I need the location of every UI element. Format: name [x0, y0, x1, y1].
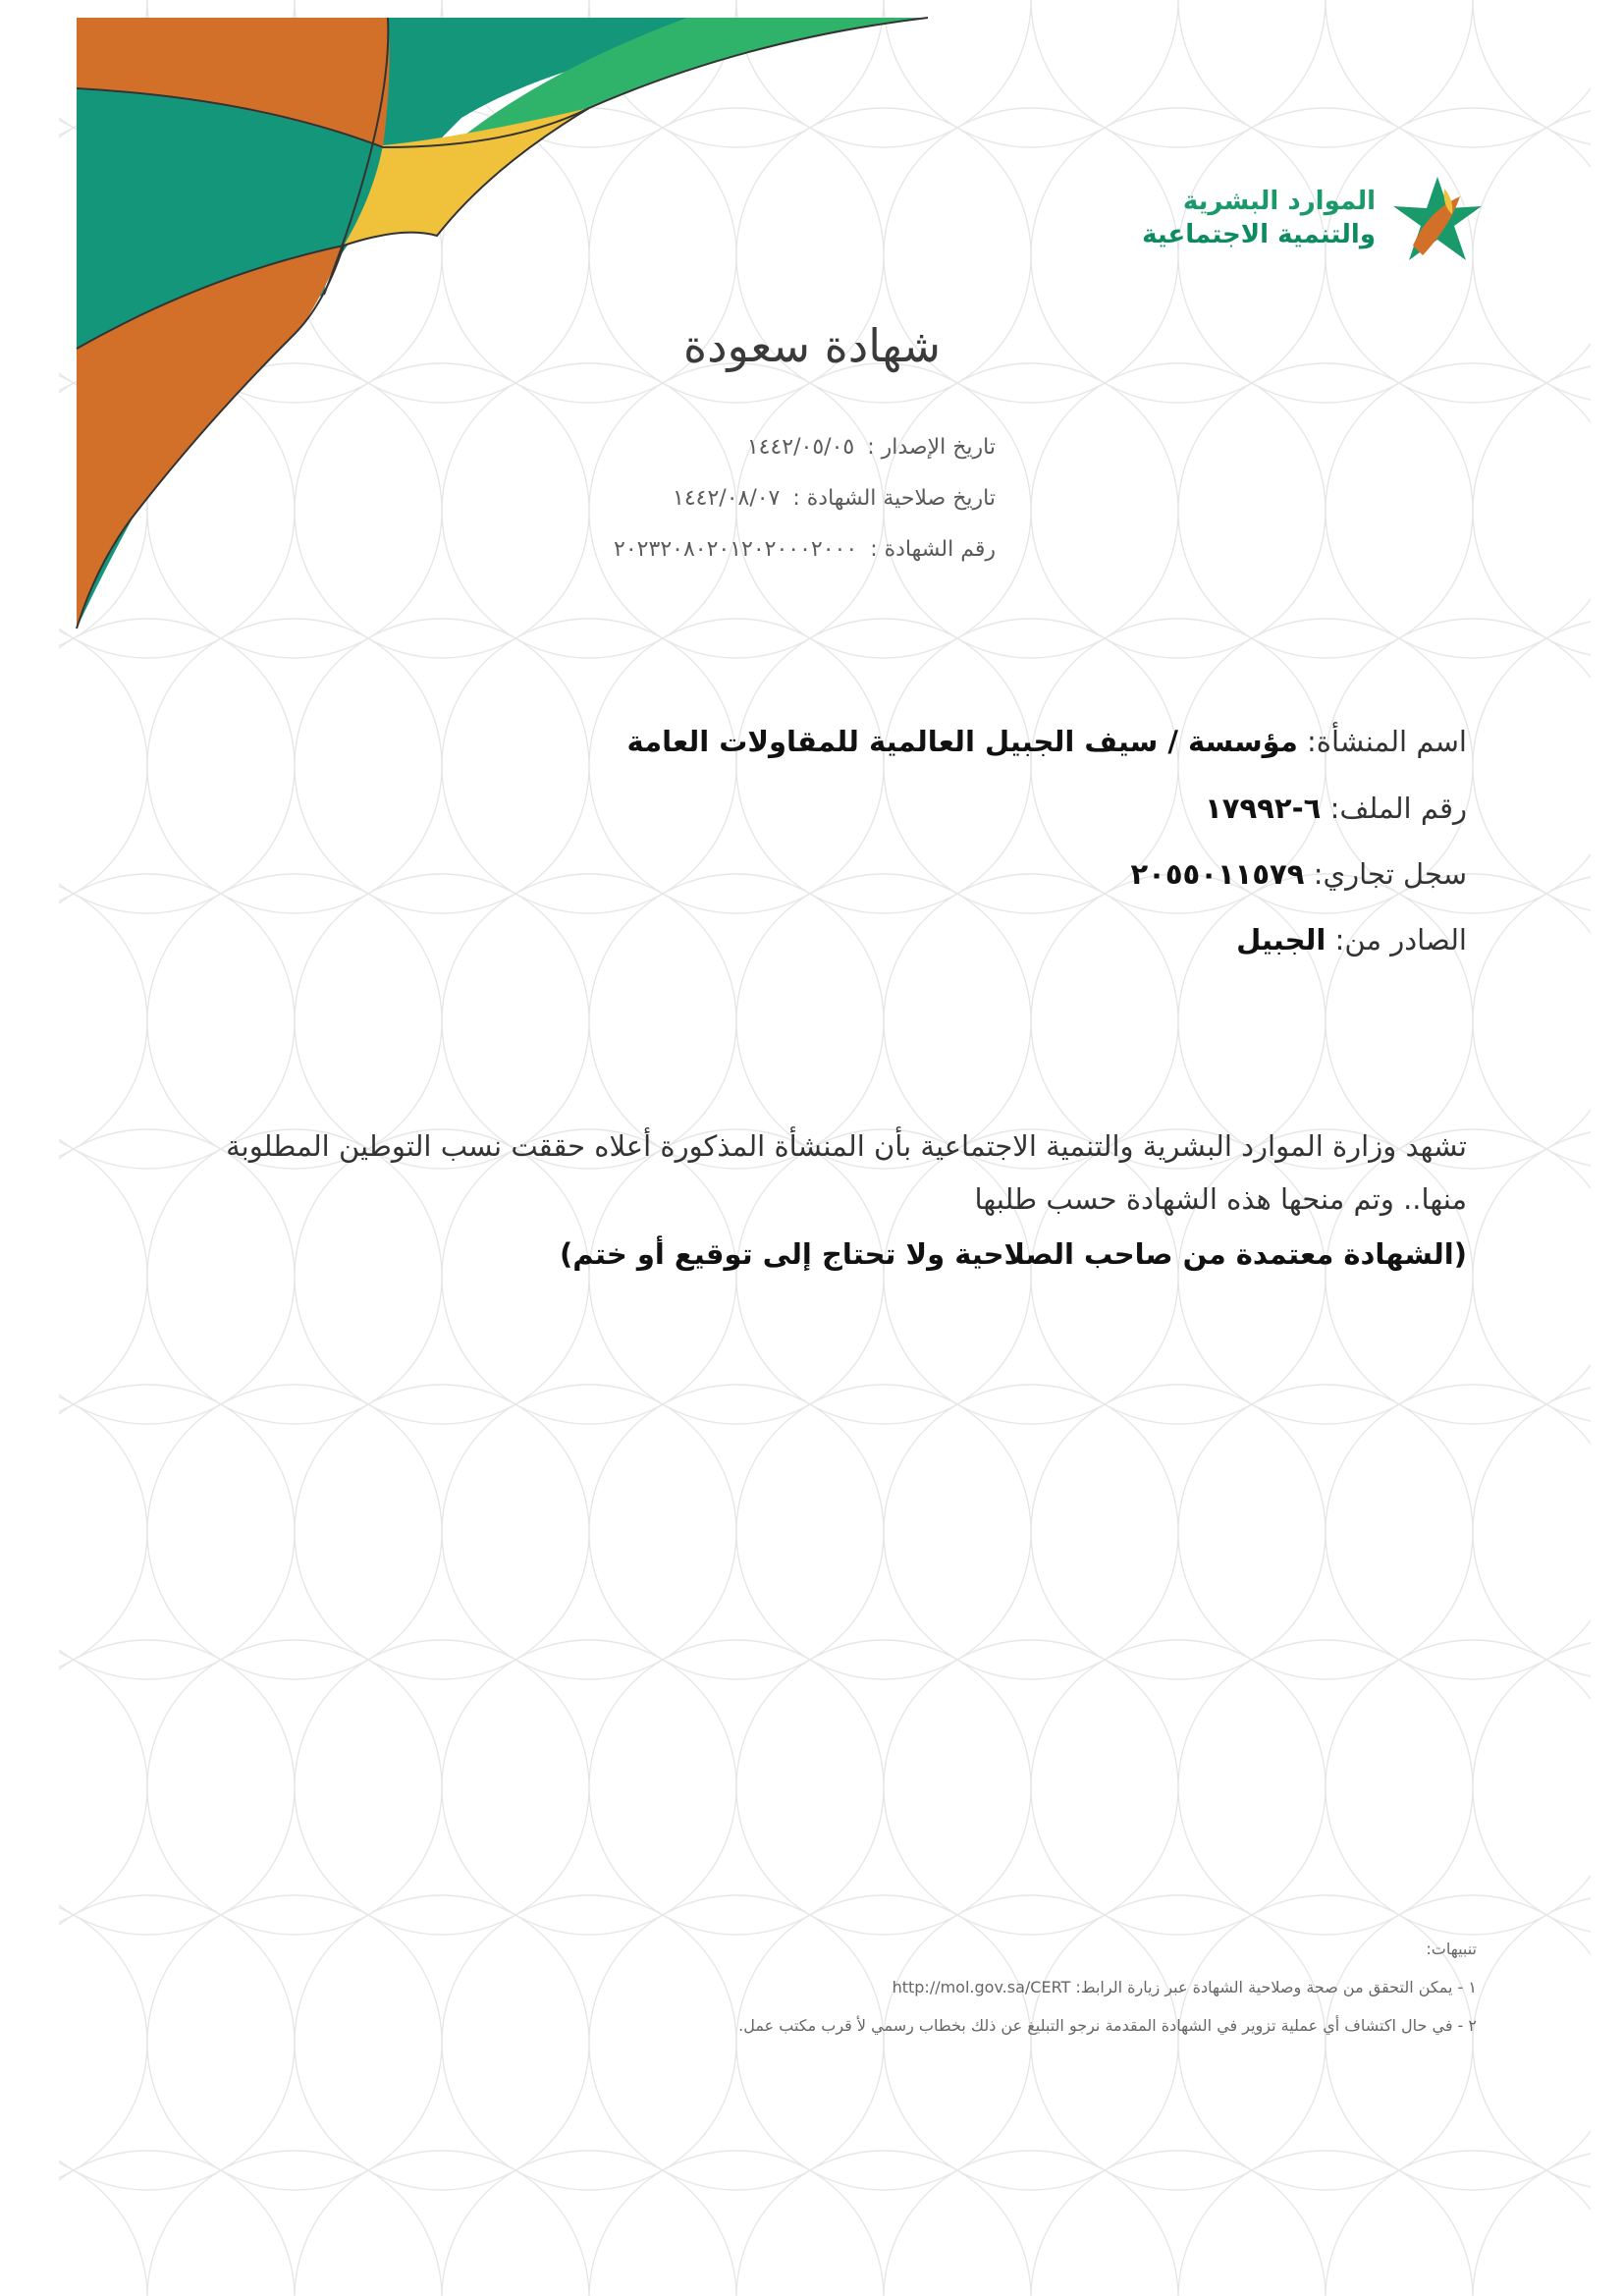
issued-from-label: الصادر من:: [1334, 923, 1467, 957]
footer-note-1-text: ١ - يمكن التحقق من صحة وصلاحية الشهادة عبر زيارة الرابط:: [1075, 1978, 1477, 1996]
certificate-number: [505, 537, 996, 562]
entity-name: [387, 725, 1467, 758]
footer-note-1: [397, 1978, 1477, 1996]
ministry-star-logo-icon: [1383, 167, 1491, 275]
issue-date: [505, 435, 996, 460]
ministry-name: [1142, 185, 1376, 251]
entity-name-value: مؤسسة / سيف الجبيل العالمية للمقاولات العامة: [626, 725, 1298, 758]
issue-date-value: ١٤٤٢/٠٥/٠٥: [746, 435, 855, 460]
certification-paragraph: [190, 1120, 1467, 1226]
footer-note-2: ٢ - في حال اكتشاف أي عملية تزوير في الشهادة المقدمة نرجو التبليغ عن ذلك بخطاب رسمي لأ قرب مكتب عمل.: [738, 2016, 1477, 2035]
file-number-label: رقم الملف:: [1329, 792, 1467, 825]
issued-from: [387, 923, 1467, 957]
verification-link[interactable]: http://mol.gov.sa/CERT: [892, 1978, 1071, 1996]
commercial-register-label: سجل تجاري:: [1313, 857, 1467, 891]
file-number-value: ٦-١٧٩٩٢: [1205, 792, 1322, 825]
validity-date-label: تاريخ صلاحية الشهادة :: [792, 486, 996, 511]
commercial-register: [387, 857, 1467, 891]
ministry-logo: [1118, 167, 1491, 275]
ministry-name-line2: والتنمية الاجتماعية: [1142, 220, 1376, 249]
certificate-number-label: رقم الشهادة :: [870, 537, 996, 562]
issue-date-label: تاريخ الإصدار :: [867, 435, 996, 460]
ministry-name-line1: الموارد البشرية: [1182, 187, 1376, 216]
certification-paragraph-line2: منها.. وتم منحها هذه الشهادة حسب طلبها: [974, 1182, 1467, 1216]
file-number: [387, 792, 1467, 825]
footer-notes: [397, 1940, 1477, 2054]
approval-note: (الشهادة معتمدة من صاحب الصلاحية ولا تحتاج إلى توقيع أو ختم): [560, 1237, 1467, 1271]
entity-name-label: اسم المنشأة:: [1307, 725, 1467, 758]
footer-notes-heading: تنبيهات:: [1426, 1940, 1477, 1958]
commercial-register-value: ٢٠٥٥٠١١٥٧٩: [1130, 857, 1305, 891]
certificate-number-value: ٢٠٢٣٢٠٨٠٢٠١٢٠٢٠٠٠٢٠٠٠: [614, 537, 858, 562]
validity-date: [505, 486, 996, 511]
validity-date-value: ١٤٤٢/٠٨/٠٧: [673, 486, 781, 511]
certification-paragraph-line1: تشهد وزارة الموارد البشرية والتنمية الاجتماعية بأن المنشأة المذكورة أعلاه حققت نسب التوطين المطلوبة: [226, 1129, 1467, 1163]
certificate-title: شهادة سعودة: [682, 319, 942, 372]
issued-from-value: الجبيل: [1236, 923, 1326, 957]
